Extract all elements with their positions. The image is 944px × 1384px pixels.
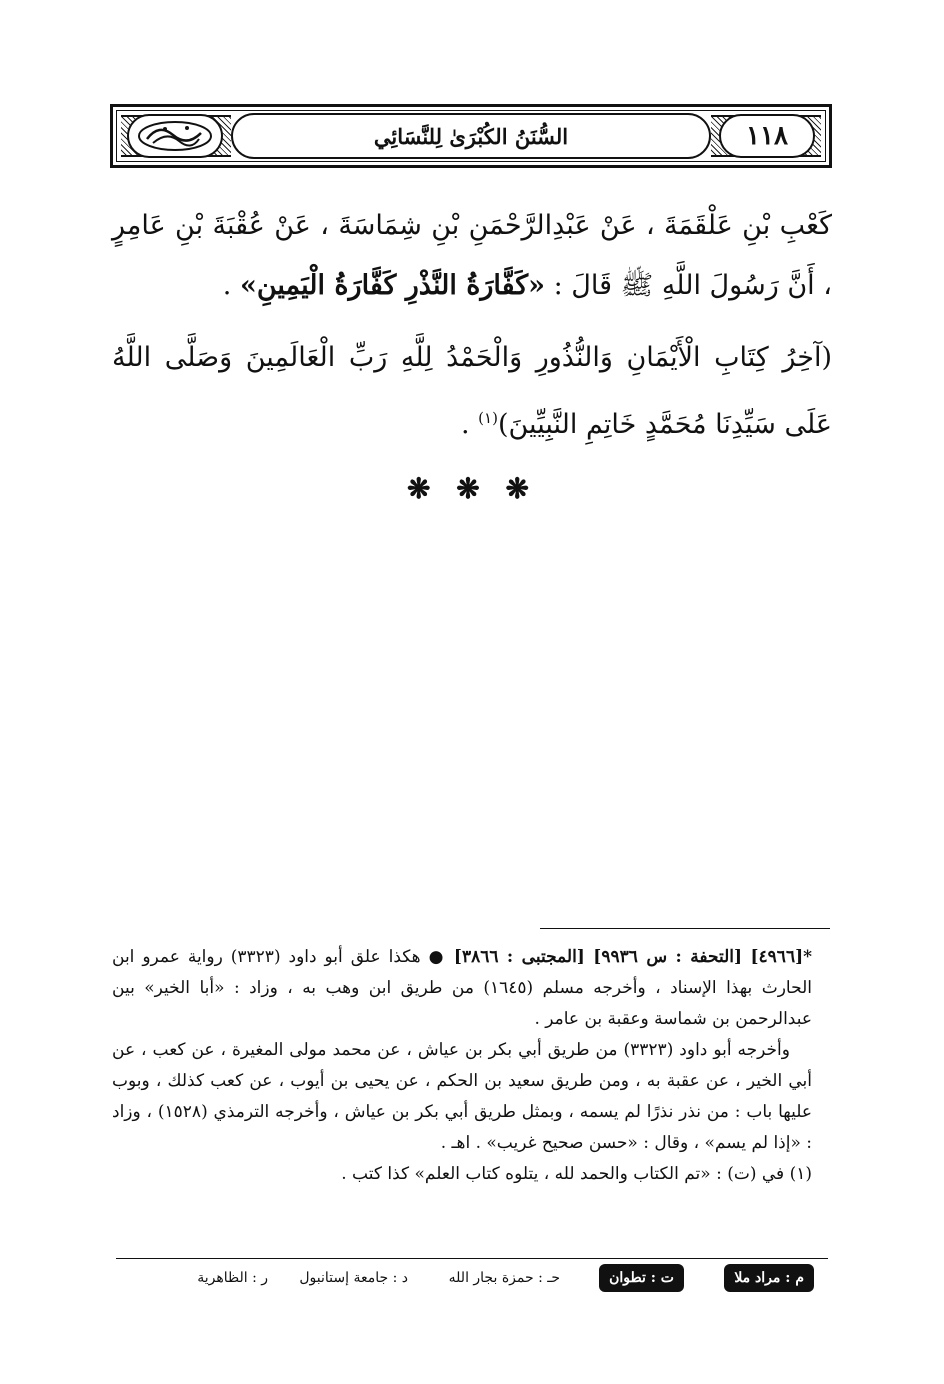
footnote-marker: (١) [478, 409, 498, 427]
chapter-end-text: (آخِرُ كِتَابِ الْأَيْمَانِ وَالنُّذُورِ وَالْحَمْدُ لِلَّهِ رَبِّ الْعَالَمِينَ وَصَلَّى اللَّهُ عَلَى سَيِّدِنَا مُحَمَّدٍ خَاتِمِ النَّبِيِّينَ) [112, 342, 832, 440]
ornamental-logo-icon [127, 114, 223, 158]
footnote-bullet: ● [428, 947, 446, 967]
manuscript-legend [116, 1262, 828, 1296]
hadith-quote: «كَفَّارَةُ النَّذْرِ كَفَّارَةُ الْيَمِينِ» [239, 270, 546, 301]
footer-divider [116, 1258, 828, 1259]
chapter-end-tail: . [461, 409, 479, 440]
chapter-end-paragraph [112, 328, 832, 455]
book-title: السُّنَنُ الكُبْرَىٰ لِلنَّسَائِي [231, 113, 711, 159]
hadith-tail: . [222, 270, 240, 301]
main-text [112, 196, 832, 455]
footnote-divider [540, 928, 830, 929]
footnote-star: * [803, 947, 813, 967]
hadith-paragraph [112, 196, 832, 316]
footnote-takhrij [112, 942, 834, 1035]
page-number: ١١٨ [719, 114, 815, 158]
footnote-refs: [٤٩٦٦] [التحفة : س ٩٩٣٦] [المجتبى : ٣٨٦٦] [453, 947, 804, 967]
page-header [110, 104, 832, 168]
manuscript-dal: د : جامعة إستانبول [299, 1270, 408, 1286]
footnote-text-2: وأخرجه أبو داود (٣٣٢٣) من طريق أبي بكر بن عياش ، عن محمد مولى المغيرة ، عن كعب ، عن أبي الخير ، عن عقبة به ، ومن طريق سعيد بن الحكم ، عن يحيى بن أيوب ، عن كعب كذلك ، وبوب عليها باب : من نذر نذرًا لم يسمه ، وبمثل طريق أبي بكر بن عياش ، وأخرجه الترمذي (١٥٢٨) ، وزاد : «إذا لم يسم» ، وقال : «حسن صحيح غريب» . اهـ . [112, 1040, 813, 1153]
manuscript-ha: حـ : حمزة بجار الله [448, 1270, 560, 1286]
footnotes [112, 942, 834, 1190]
manuscript-ta: ت : تطوان [599, 1264, 684, 1292]
section-separator: ❋ ❋ ❋ [407, 472, 537, 505]
manuscript-mim: م : مراد ملا [724, 1264, 814, 1292]
manuscript-ra: ر : الظاهرية [197, 1270, 268, 1286]
hadith-text: كَعْبِ بْنِ عَلْقَمَةَ ، عَنْ عَبْدِالرَّحْمَنِ بْنِ شِمَاسَةَ ، عَنْ عُقْبَةَ بْنِ عَامِرٍ ، أَنَّ رَسُولَ اللَّهِ ﷺ قَالَ : [112, 210, 832, 301]
footnote-text-1: هكذا علق أبو داود (٣٣٢٣) رواية عمرو ابن الحارث بهذا الإسناد ، وأخرجه مسلم (١٦٤٥) من طريق ابن وهب به ، وزاد : «أبا الخير» بين عبدالرحمن بن شماسة وعقبة بن عامر . [112, 947, 812, 1029]
footnote-1: (١) في (ت) : «تم الكتاب والحمد لله ، يتلوه كتاب العلم» كذا كتب . [341, 1164, 812, 1184]
